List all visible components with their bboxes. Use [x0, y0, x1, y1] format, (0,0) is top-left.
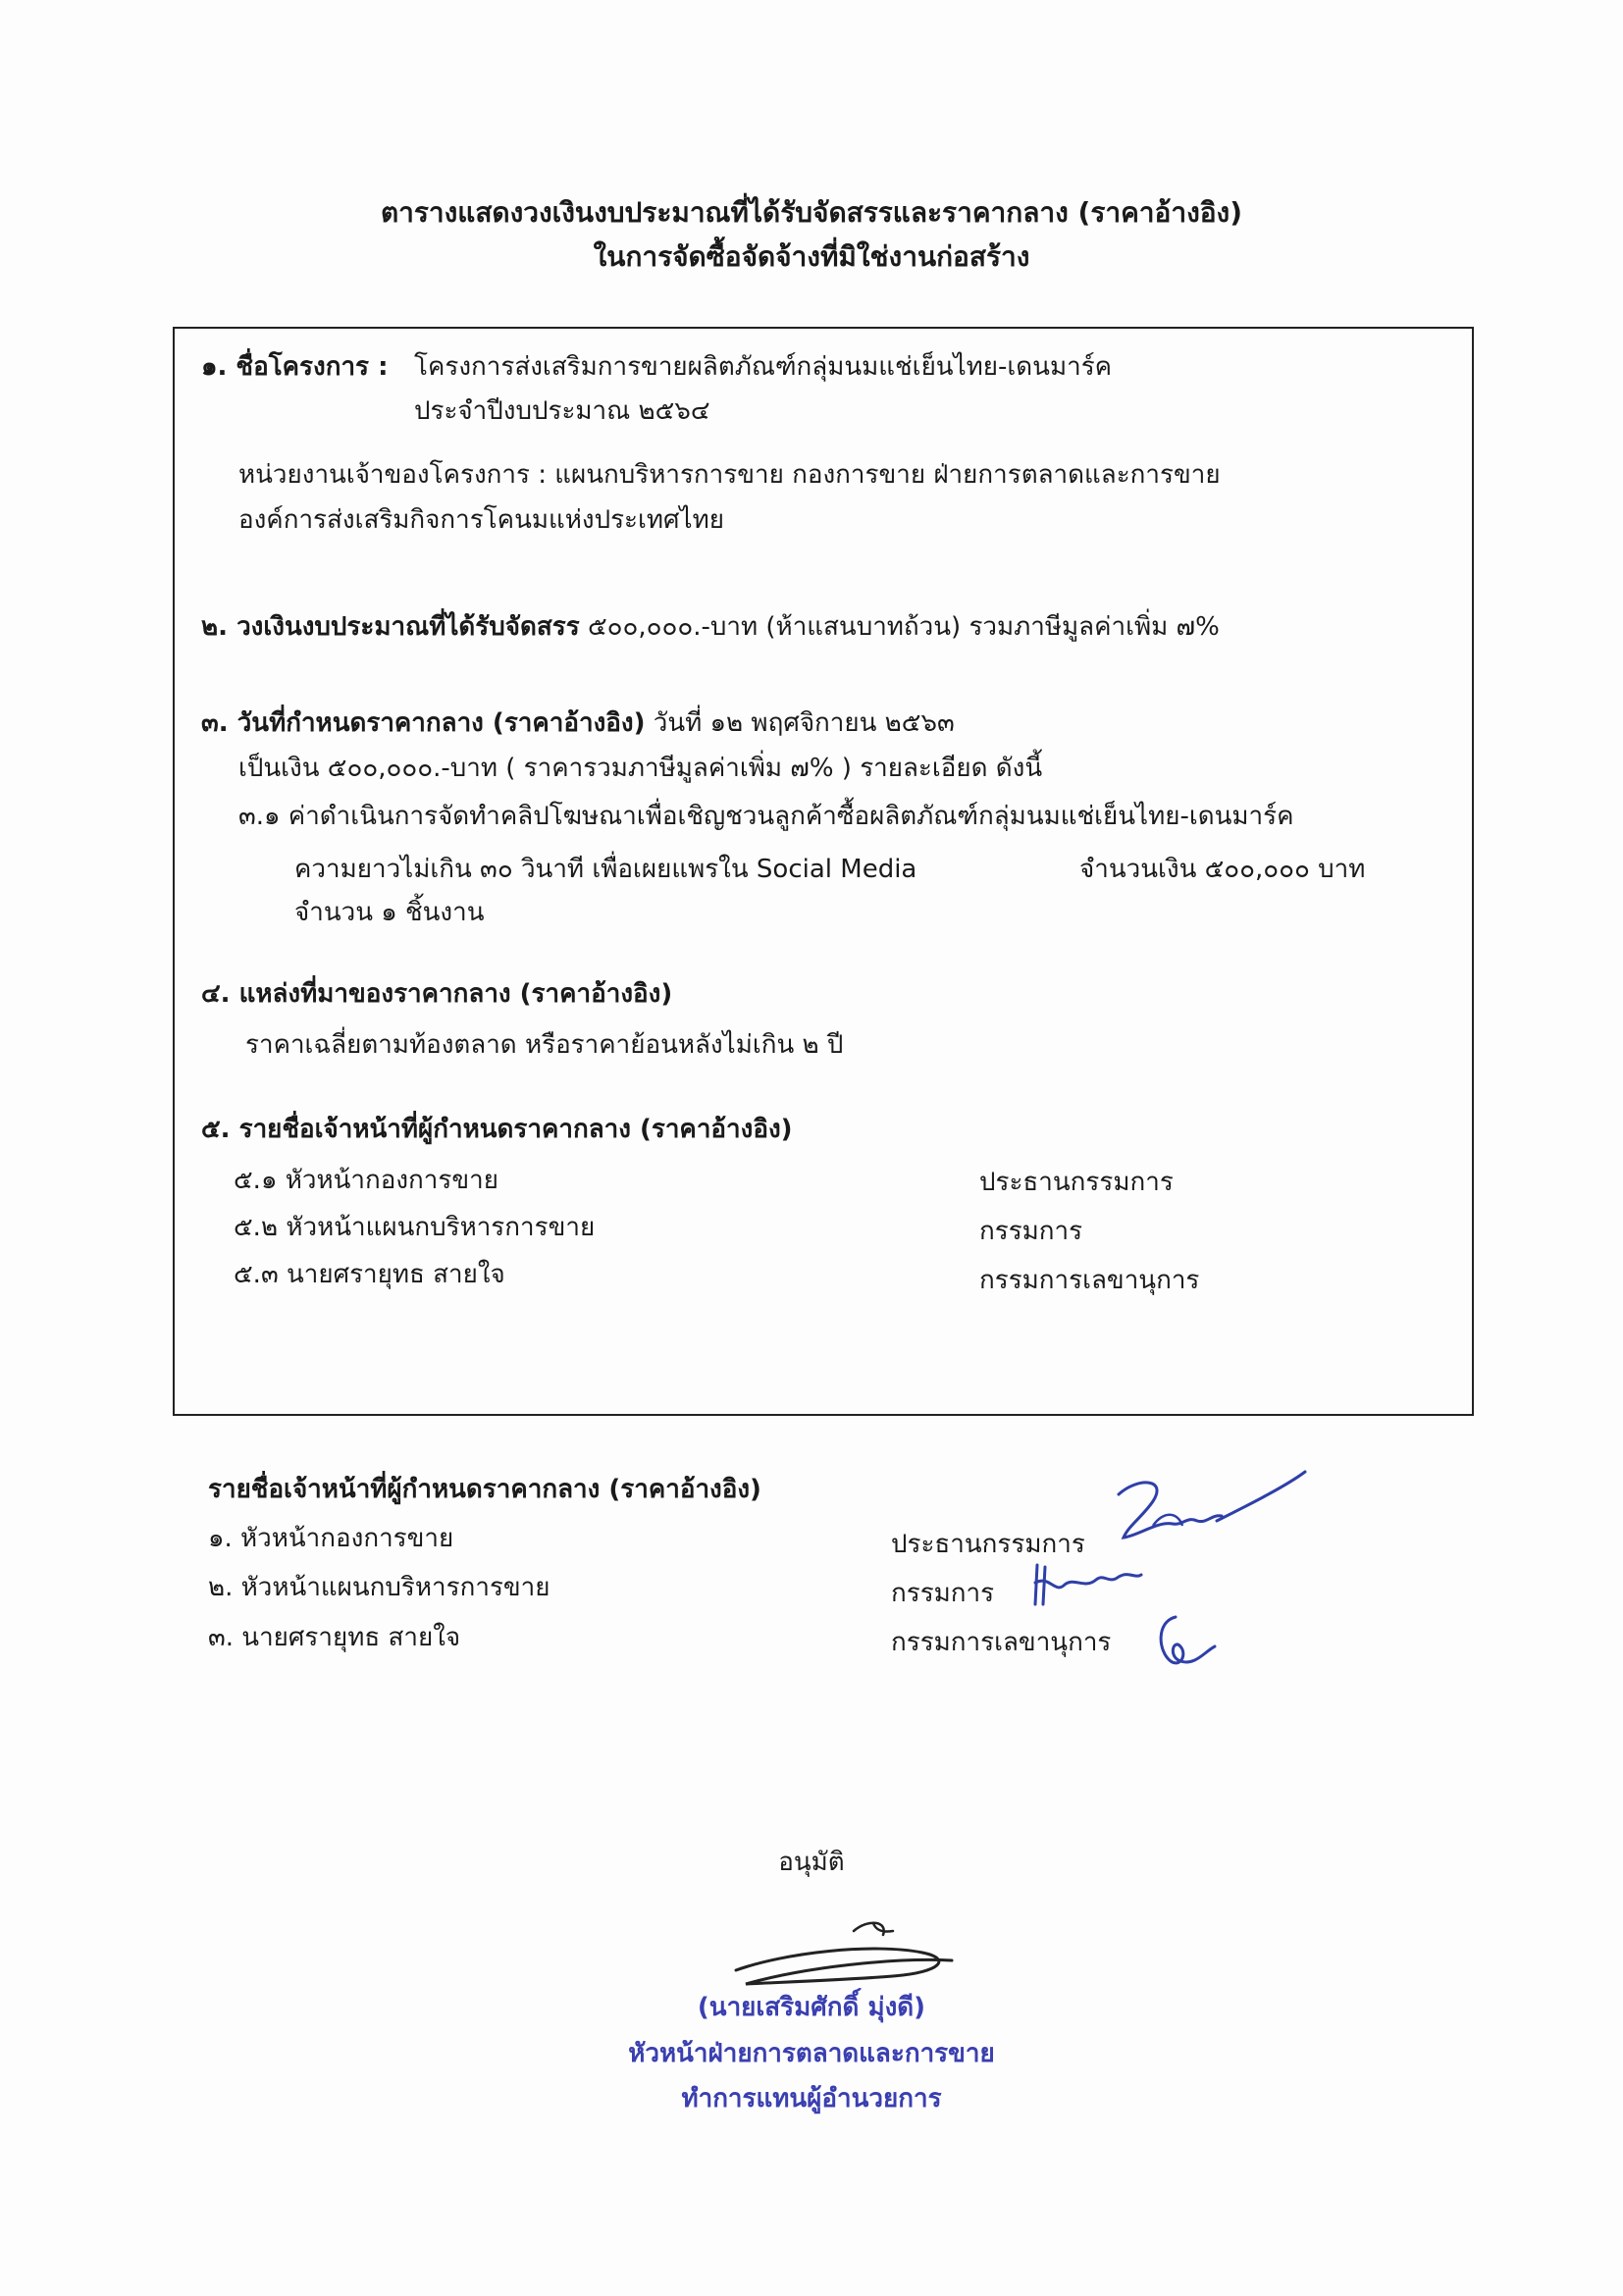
section5-label: ๕. รายชื่อเจ้าหน้าที่ผู้กำหนดราคากลาง (ราคาอ้างอิง): [201, 1115, 793, 1144]
committee-heading: รายชื่อเจ้าหน้าที่ผู้กำหนดราคากลาง (ราคาอ้างอิง): [208, 1475, 761, 1504]
project-name: โครงการส่งเสริมการขายผลิตภัณฑ์กลุ่มนมแช่เย็นไทย-เดนมาร์ค: [414, 352, 1113, 382]
section2-line: [201, 609, 1220, 645]
document-title: ตารางแสดงวงเงินงบประมาณที่ได้รับจัดสรรและราคากลาง (ราคาอ้างอิง): [380, 196, 1243, 229]
fiscal-year: ประจำปีงบประมาณ ๒๕๖๔: [414, 396, 710, 426]
approver-name: (นายเสริมศักดิ์ มุ่งดี): [697, 1993, 926, 2022]
organization: องค์การส่งเสริมกิจการโคนมแห่งประเทศไทย: [238, 505, 724, 535]
item-description: ๓.๑ ค่าดำเนินการจัดทำคลิปโฆษณาเพื่อเชิญชวนลูกค้าซื้อผลิตภัณฑ์กลุ่มนมแช่เย็นไทย-เดนมาร์ค: [238, 802, 1294, 831]
item-amount: จำนวนเงิน ๕๐๐,๐๐๐ บาท: [1079, 855, 1366, 884]
member-signature: [1025, 1555, 1153, 1614]
section2-label: ๒. วงเงินงบประมาณที่ได้รับจัดสรร: [201, 612, 580, 642]
item-quantity: จำนวน ๑ ชิ้นงาน: [294, 898, 485, 927]
committee-member-name: ๒. หัวหน้าแผนกบริหารการขาย: [208, 1573, 550, 1602]
section4-label: ๔. แหล่งที่มาของราคากลาง (ราคาอ้างอิง): [201, 979, 673, 1009]
section3-line: [201, 705, 955, 741]
section5-member-name: ๕.๒ หัวหน้าแผนกบริหารการขาย: [234, 1213, 596, 1242]
section1-label: ๑. ชื่อโครงการ :: [201, 352, 389, 382]
section5-member-role: ประธานกรรมการ: [979, 1168, 1174, 1197]
reference-date: วันที่ ๑๒ พฤศจิกายน ๒๕๖๓: [653, 708, 955, 738]
chairman-signature: [1099, 1467, 1315, 1555]
committee-member-role: กรรมการ: [891, 1579, 995, 1608]
owner-unit: หน่วยงานเจ้าของโครงการ : แผนกบริหารการขาย กองการขาย ฝ่ายการตลาดและการขาย: [238, 460, 1221, 490]
approval-label: อนุมัติ: [778, 1848, 845, 1877]
section3-label: ๓. วันที่กำหนดราคากลาง (ราคาอ้างอิง): [201, 708, 646, 738]
price-source: ราคาเฉลี่ยตามท้องตลาด หรือราคาย้อนหลังไม่เกิน ๒ ปี: [245, 1030, 844, 1060]
secretary-signature: [1146, 1607, 1225, 1676]
committee-member-name: ๓. นายศรายุทธ สายใจ: [208, 1623, 461, 1652]
section5-member-role: กรรมการ: [979, 1217, 1083, 1246]
document-subtitle: ในการจัดซื้อจัดจ้างที่มิใช่งานก่อสร้าง: [593, 240, 1030, 273]
section5-member-name: ๕.๓ นายศรายุทธ สายใจ: [234, 1260, 505, 1289]
committee-member-role: กรรมการเลขานุการ: [891, 1628, 1112, 1657]
budget-amount: ๕๐๐,๐๐๐.-บาท (ห้าแสนบาทถ้วน) รวมภาษีมูลค่าเพิ่ม ๗%: [587, 612, 1220, 642]
section5-member-role: กรรมการเลขานุการ: [979, 1266, 1200, 1295]
approver-position: หัวหน้าฝ่ายการตลาดและการขาย: [628, 2039, 995, 2068]
committee-member-name: ๑. หัวหน้ากองการขาย: [208, 1524, 454, 1553]
item-duration: ความยาวไม่เกิน ๓๐ วินาที เพื่อเผยแพรใน Social Media: [294, 855, 917, 884]
reference-amount: เป็นเงิน ๕๐๐,๐๐๐.-บาท ( ราคารวมภาษีมูลค่าเพิ่ม ๗% ) รายละเอียด ดังนี้: [238, 754, 1043, 783]
section5-member-name: ๕.๑ หัวหน้ากองการขาย: [234, 1166, 498, 1195]
approver-acting: ทำการแทนผู้อำนวยการ: [681, 2084, 942, 2113]
committee-member-role: ประธานกรรมการ: [891, 1530, 1085, 1559]
